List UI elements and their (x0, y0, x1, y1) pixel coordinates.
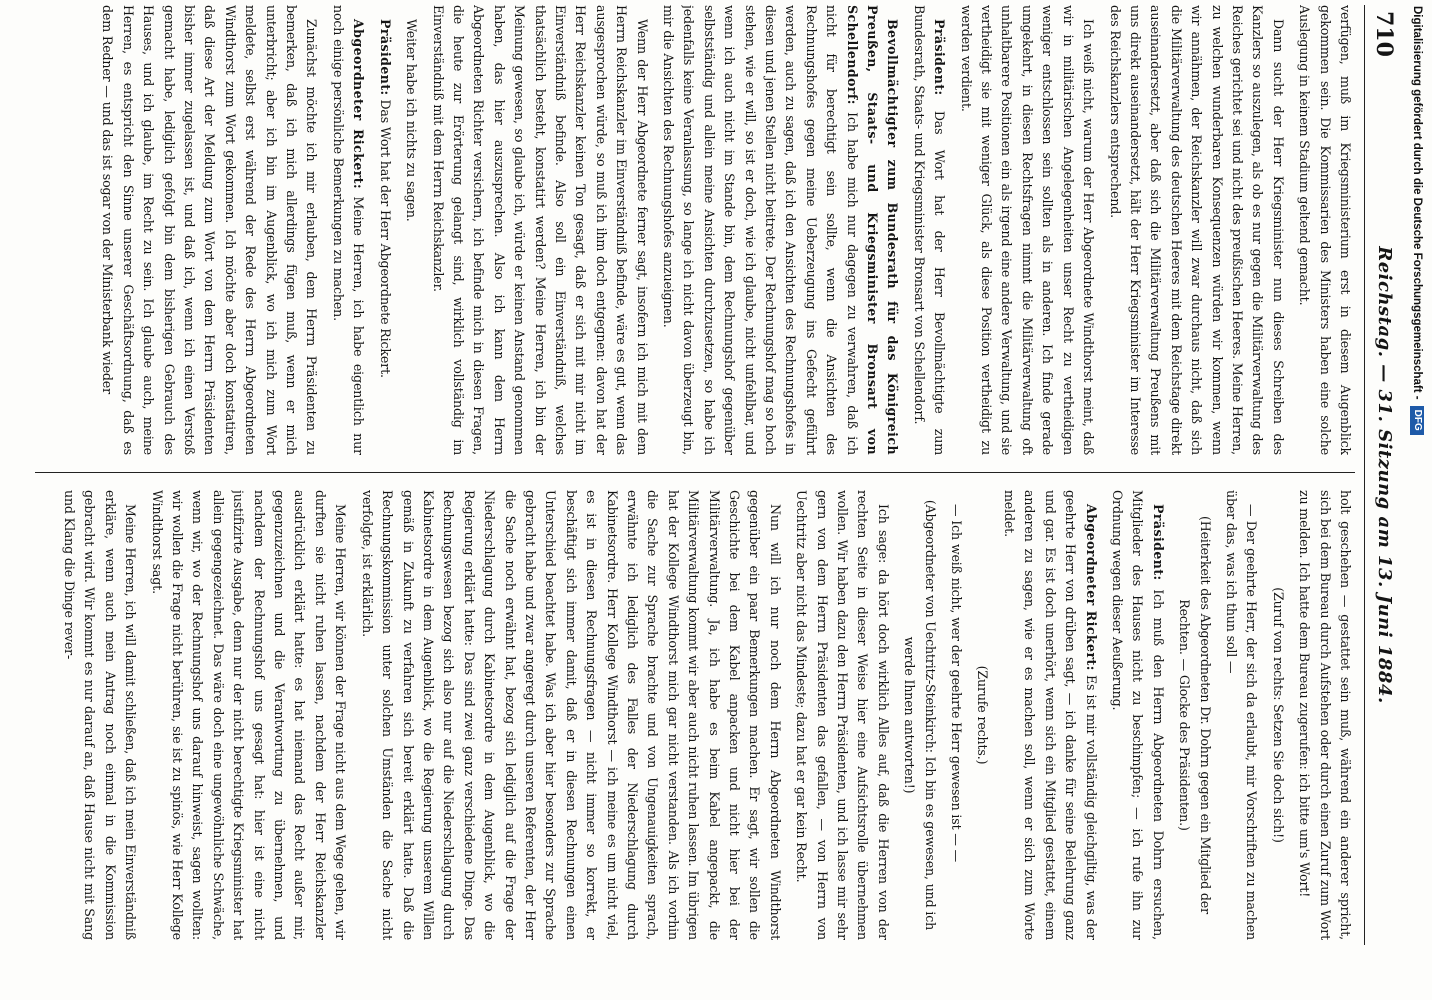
right-column (35, 490, 1355, 940)
speaker-name: Abgeordneter Rickert: (351, 19, 367, 190)
speech-text: Es ist mir vollständig gleichgiltig, was der geehrte Herr von drüben sagt, — ich danke für seine Belehrung ganz und gar. Es ist doch unerhört, wenn sich ein Mitglied gestattet, einem anderen zu sagen, wie er es machen soll, wenn er sich zum Worte meldet. (1001, 490, 1099, 940)
credit-line (1405, 6, 1429, 996)
speaker-name: Präsident: (932, 19, 948, 96)
speech (658, 5, 903, 455)
interjection: (Zurufe rechts.) (975, 665, 991, 765)
page-header (1364, 5, 1405, 945)
speech (374, 5, 394, 455)
paragraph: Dann sucht der Herr Kriegsminister nun dieses Schreiben des Kanzlers so auszulegen, als ob es nur gegen die Militärverwaltung des Reiches gerichtet sei und nicht des preußischen Heeres. Meine Herren, zu welchen wunderbaren Konsequenzen würden wir kommen, wenn wir annähmen, der Reichskanzler will zwar durchaus nicht, daß sich die Militärverwaltung des deutschen Heeres mit dem Reichstage direkt auseinandersetzt, aber daß sich die Militärverwaltung Preußens mit uns direkt auseinandersetzt, hält der Herr Kriegsminister im Interesse des Reichskanzlers entsprechend. (1107, 5, 1286, 455)
paragraph: Weiter habe ich nichts zu sagen. (404, 19, 420, 222)
speech (999, 490, 1101, 940)
speaker-name: Abgeordneter Rickert: (1083, 504, 1099, 671)
speech-text: Das Wort hat der Herr Abgeordnete Rickert. (377, 99, 393, 378)
text-columns (35, 5, 1355, 945)
paragraph: Meine Herren, ich will damit schließen, daß ich mein Einverständniß erkläre, wenn auch mein Antrag noch einmal in die Kommission gebracht wird. Wir kommt es nur darauf an, daß Hause nicht mit Sang und Klang die Dinge rever- (62, 490, 139, 940)
speech (908, 5, 949, 455)
paragraph: verfügen, muß im Kriegsministerium erst in diesem Augenblick gekommen sein. Die Kommissarien des Ministers haben eine solche Auslegung in keinem Stadium geltend gemacht. (1297, 5, 1353, 455)
left-column (35, 5, 1355, 455)
dfg-logo: DFG (1410, 406, 1424, 435)
paragraph: Wenn der Herr Abgeordnete ferner sagt, insofern ich mich mit dem Herrn Reichskanzler im Einverständniß befinde, wäre es gut, wenn das ausgesprochen würde, so muß ich ihm doch entgegnen: davon hat der Herr Reichskanzler keinen Ton gesagt, daß er sich mit mir nicht im Einverständniß befinde. Also soll ein Einverständniß, welches thatsächlich besteht, konstatirt werden? Meine Herren, ich bin der Meinung gewesen, so glaube ich, würde er keinen Anstand genommen haben, das hier auszusprechen. Also ich kann dem Herrn Abgeordneten Richter versichern, ich befinde mich in diesen Fragen, die heute zur Erörterung gelangt sind, wirklich vollständig im Einverständniß mit dem Herrn Reichskanzler. (430, 5, 650, 455)
speech (1107, 490, 1168, 940)
rotated-page-content (30, 5, 1405, 945)
paragraph: — Ich weiß nicht, wer der geehrte Herr gewesen ist — — (949, 504, 965, 863)
interjection: (Heiterkeit des Abgeordneten Dr. Dohrn gegen ein Mitglied der Rechten. — Glocke des Präsidenten.) (1177, 515, 1213, 914)
interjection: (Abgeordneter von Uechtritz-Steinkirch: Ich bin es gewesen, und ich werde Ihnen antworten!) (902, 499, 938, 931)
speaker-name: Bevollmächtigter zum Bundesrath für das Königreich Preußen, Staats- und Kriegsminister Bronsart von Schellendorf: (844, 5, 901, 455)
column-divider (35, 472, 1355, 473)
paragraph: Nun will ich nur noch dem Herrn Abgeordneten Windthorst gegenüber ein paar Bemerkungen machen. Er sagt, wir sollen die Geschichte bei dem Kabel anpacken und nicht hier bei der Militärverwaltung. Ja, ich habe es beim Kabel angepackt, die Militärverwaltung kommt wir aber auch nicht ruhen lassen. Im übrigen hat der Kollege Windthorst mich gar nicht verstanden. Als ich vorhin die Sache zur Sprache brachte und von Ungenauigkeiten sprach, erwähnte ich lediglich des Falles der Niederschlagung durch Kabinetsordre. Herr Kollege Windthorst — ich meine es um nicht viel, es ist in diesen Rechnungsfragen — nicht immer so korrekt, er beschäftigt sich immer damit, daß er in diesen Rechnungen einen Unterschied beachtet habe. Was ich aber hier besonders zur Sprache gebracht habe und zwar angeregt durch unseren Referenten, der Herr die Sache noch erwähnt hat, bezog sich lediglich auf die Frage der Niederschlagung durch Kabinetsordre in dem Augenblick, wo die Regierung erklärt hatte: Das sind zwei ganz verschiedene Dinge. Das Rechnungswesen bezog sich also nur auf die Niederschlagung durch Kabinetsordre in dem Augenblick, wo die Regierung unserem Willen gemäß in Zukunft zu verfahren sich bereit erklärt hatte. Daß die Rechnungskommission unter solchen Umständen die Sache nicht verfolgte, ist erklärlich. (359, 490, 783, 940)
speaker-name: Präsident: (1150, 504, 1166, 581)
digitization-credit (1405, 6, 1429, 996)
running-head: Reichstag. — 31. Sitzung am 13. Juni 1884. (1374, 246, 1395, 704)
paragraph: Ich weiß nicht, warum der Herr Abgeordnete Windthorst meint, daß wir in militärischen Angelegenheiten unser Recht zu vertheidigen weniger entschlossen sein sollten als in anderen. Ich finde gerade umgekehrt, in diesen Rechtsfragen nimmt die Militärverwaltung oft unhaltbarere Positionen ein als irgend eine andere Verwaltung, und sie vertheidigt sie mit weniger Glück, als diese Position vertheidigt zu werden verdient. (958, 5, 1097, 455)
paragraph: holt geschehen — gestattet sein muß, während ein anderer spricht, sich bei dem Bureau durch Aufstehen oder durch einen Zuruf zum Wort zu melden. Ich hatte dem Bureau zugerufen: ich bitte um's Wort! (1297, 490, 1353, 940)
speech (328, 5, 369, 455)
paragraph: — Der geehrte Herr, der sich da erlaubt, mir Vorschriften zu machen über das, was ich thun soll — (1223, 490, 1260, 940)
paragraph: Meine Herren, wir können der Frage nicht aus dem Wege gehen, wir durften sie nicht ruhen lassen, nachdem der Herr Reichskanzler ausdrücklich erklärt hatte: es hat niemand das Recht außer mir, gegenzuzeichnen und die Verantwortung zu übernehmen, und nachdem der Rechnungshof uns gesagt hat: hier ist eine nicht justifizirte Ausgabe, denn nur der nicht berechtigte Kriegsminister hat allein gegengezeichnet. Das wäre doch eine ungewöhnliche Schwäche, wenn wir, wo der Rechnungshof uns darauf hinweist, sagen wollten: wir wollen die Frage nicht berühren, sie ist zu spinös, wie Herr Kollege Windthorst sagt. (149, 490, 349, 940)
speech-text: Meine Herren, ich habe eigentlich nur noch einige persönliche Bemerkungen zu machen. (330, 5, 367, 455)
speaker-name: Präsident: (377, 19, 393, 96)
page-number: 710 (1371, 11, 1397, 57)
speech-text: Ich muß den Herrn Abgeordneten Dohrn ersuchen, Mitglieder des Hauses nicht zu beschimpfen; — ich rufe ihn zur Ordnung wegen dieser Aeußerung. (1109, 490, 1166, 940)
speech-text: Ich habe mich nur dagegen zu verwahren, daß ich nicht für berechtigt sein sollte, wenn die Ansichten des Rechnungshofes gegen meine Ueberzeugung ins Gefecht geführt werden, auch zu sagen, daß ich den Ansichten des Rechnungshofes in diesen und jenen Stellen nicht beitrete. Der Rechnungshof mag so hoch stehen, wie er will, so ist er doch, wie ich glaube, nicht unfehlbar, und wenn ich auch nicht im Stande bin, dem Rechnungshof gegenüber selbstständig und allein meine Ansichten durchzusetzen, so habe ich jedenfalls keine Veranlassung, so lange ich nicht davon überzeugt bin, mir die Ansichten des Rechnungshofes anzueignen. (661, 5, 860, 455)
credit-text: Digitalisierung gefördert durch die Deutsche Forschungsgemeinschaft - (1411, 6, 1423, 400)
interjection: (Zuruf von rechts: Setzen Sie doch sich!) (1270, 587, 1286, 843)
speech-text: Das Wort hat der Herr Bevollmächtigte zum Bundesrath, Staats- und Kriegsminister Bronsart von Schellendorf. (911, 5, 948, 455)
paragraph: Ich sage: da hört doch wirklich Alles auf, daß die Herren von der rechten Seite in dieser Weise hier eine Aufsichtsrolle übernehmen wollen. Wir haben dazu den Herrn Präsidenten, und ich lasse mir sehr gern von dem Herrn Präsidenten das gefallen, — von Herrn von Uechtritz aber nicht das Mindeste; dazu hat er gar kein Recht. (794, 490, 891, 940)
paragraph: Zunächst möchte ich mir erlauben, dem Herrn Präsidenten zu bemerken, daß ich mich allerdings fügen muß, wenn er mich unterbricht; aber ich bin im Augenblick, wo ich mich zum Wort meldete, selbst erst während der Rede des Herrn Abgeordneten Windthorst zum Wort gekommen. Ich möchte aber doch konstatiren, daß diese Art der Meldung zum Wort von dem Herrn Präsidenten bisher immer zugelassen ist, und daß ich, wenn ich einen Verstoß gemacht habe, lediglich gefolgt bin dem bisherigen Gebrauch des Hauses, und ich glaube, im Recht zu sein. Ich glaube auch, meine Herren, es entspricht den Sinne unserer Geschäftsordnung, daß es dem Redner — und das ist sogar von der Ministerbank wieder (100, 5, 320, 455)
